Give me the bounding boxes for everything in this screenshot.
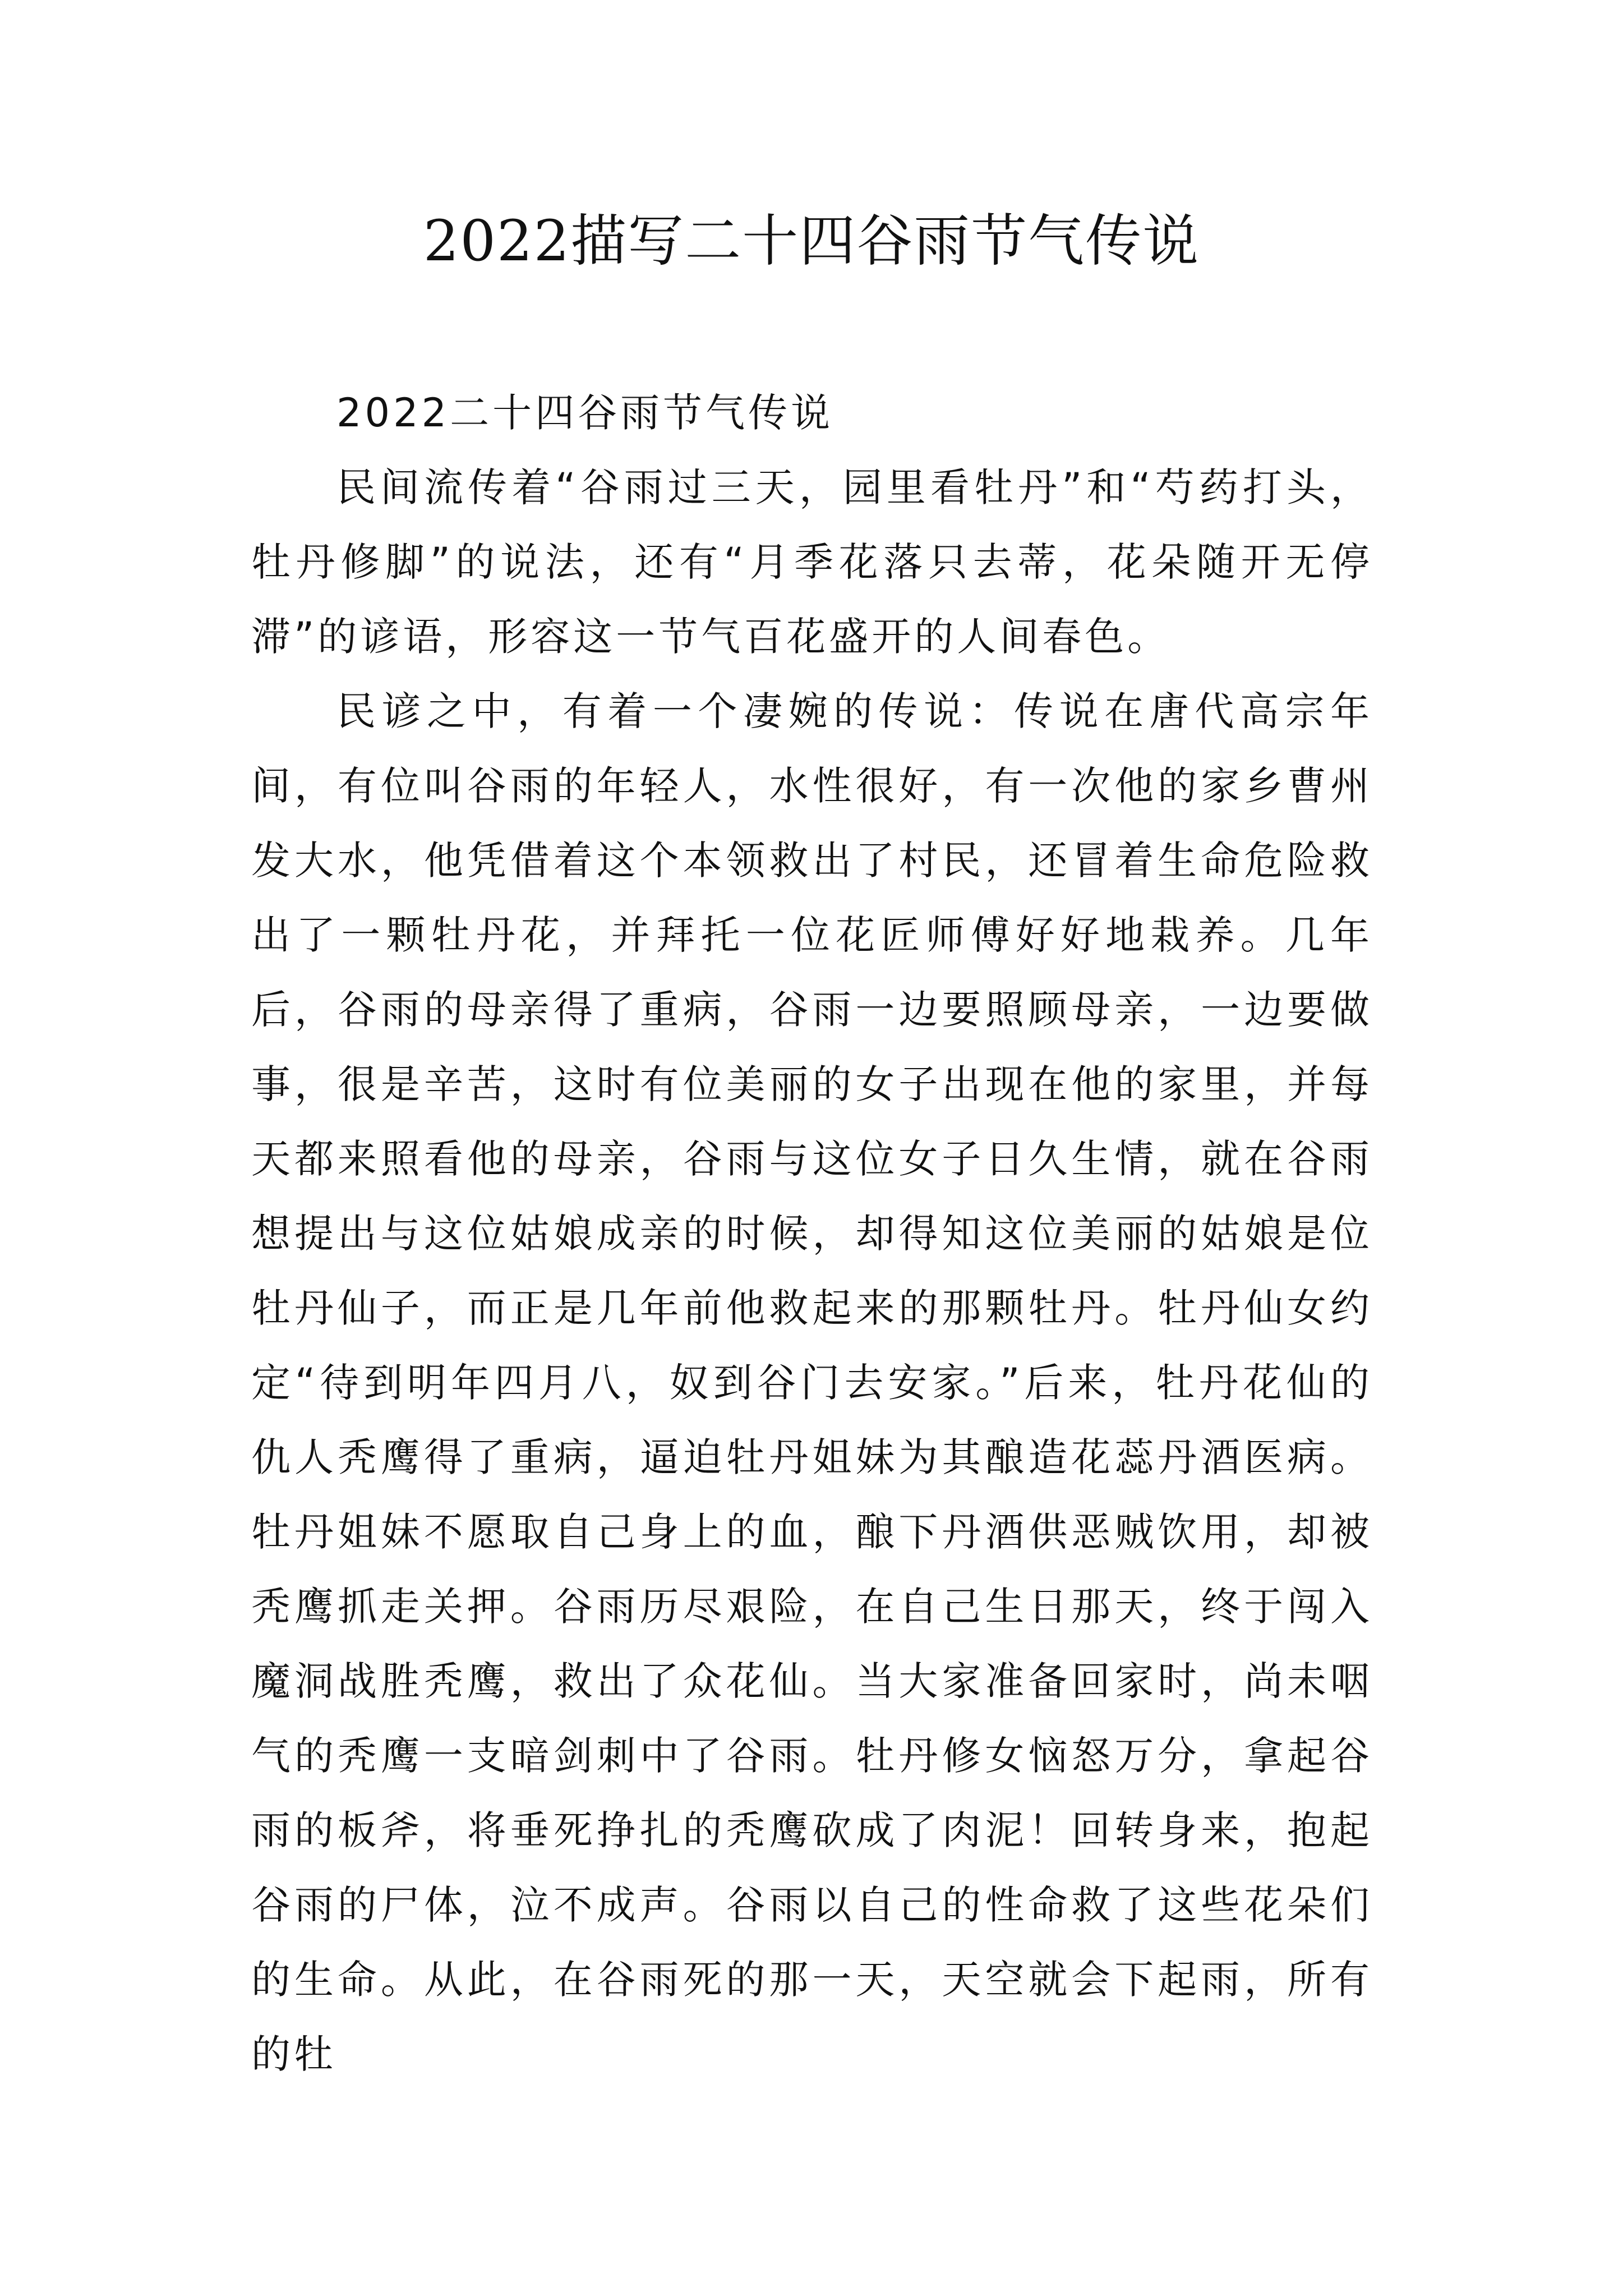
document-body (251, 376, 1373, 2092)
paragraph-subtitle: 2022二十四谷雨节气传说 (336, 390, 834, 436)
document-title: 2022描写二十四谷雨节气传说 (423, 208, 1200, 274)
paragraph-proverbs: 民间流传着“谷雨过三天，园里看牡丹”和“芍药打头，牡丹修脚”的说法，还有“月季花落只去蒂，花朵随开无停滞”的谚语，形容这一节气百花盛开的人间春色。 (251, 464, 1373, 660)
paragraph-legend: 民谚之中，有着一个凄婉的传说：传说在唐代高宗年间，有位叫谷雨的年轻人，水性很好，有一次他的家乡曹州发大水，他凭借着这个本领救出了村民，还冒着生命危险救出了一颗牡丹花，并拜托一位花匠师傅好好地栽养。几年后，谷雨的母亲得了重病，谷雨一边要照顾母亲，一边要做事，很是辛苦，这时有位美丽的女子出现在他的家里，并每天都来照看他的母亲，谷雨与这位女子日久生情，就在谷雨想提出与这位姑娘成亲的时候，却得知这位美丽的姑娘是位牡丹仙子，而正是几年前他救起来的那颗牡丹。牡丹仙女约定“待到明年四月八，奴到谷门去安家。”后来，牡丹花仙的仇人秃鹰得了重病，逼迫牡丹姐妹为其酿造花蕊丹酒医病。牡丹姐妹不愿取自己身上的血，酿下丹酒供恶贼饮用，却被秃鹰抓走关押。谷雨历尽艰险，在自己生日那天，终于闯入魔洞战胜秃鹰，救出了众花仙。当大家准备回家时，尚未咽气的秃鹰一支暗剑刺中了谷雨。牡丹修女恼怒万分，拿起谷雨的板斧，将垂死挣扎的秃鹰砍成了肉泥！回转身来，抱起谷雨的尸体，泣不成声。谷雨以自己的性命救了这些花朵们的生命。从此，在谷雨死的那一天，天空就会下起雨，所有的牡 (251, 688, 1373, 2077)
